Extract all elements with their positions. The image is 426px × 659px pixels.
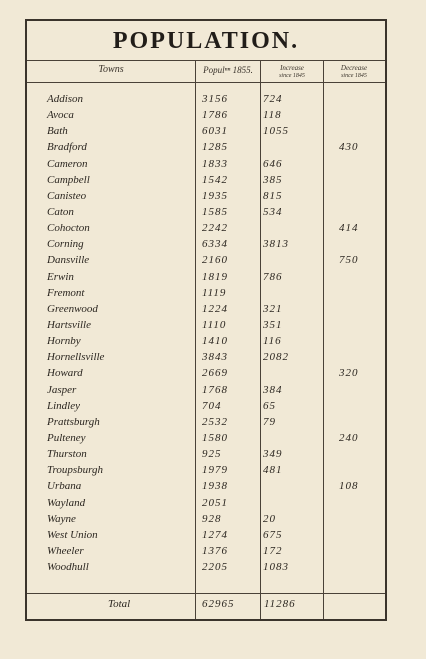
table-row bbox=[27, 365, 385, 381]
town-name: Bath bbox=[47, 125, 68, 138]
decrease-value bbox=[339, 107, 379, 123]
town-name: Wheeler bbox=[47, 544, 84, 557]
town-name: Avoca bbox=[47, 109, 74, 122]
increase-value: 646 bbox=[263, 157, 283, 170]
decrease-value bbox=[339, 156, 379, 172]
increase-value bbox=[263, 365, 313, 381]
decrease-value bbox=[339, 511, 379, 527]
increase-value: 116 bbox=[263, 335, 282, 348]
table-row bbox=[27, 349, 385, 365]
table-row bbox=[27, 107, 385, 123]
table-row bbox=[27, 220, 385, 236]
population-value: 1119 bbox=[202, 286, 227, 299]
town-name: Caton bbox=[47, 205, 74, 218]
town-name: Thurston bbox=[47, 448, 87, 461]
table-row bbox=[27, 430, 385, 446]
decrease-value: 320 bbox=[339, 367, 359, 380]
decrease-value bbox=[339, 462, 379, 478]
population-value: 2160 bbox=[202, 254, 228, 267]
increase-value: 1055 bbox=[263, 125, 289, 138]
town-name: Wayland bbox=[47, 496, 86, 509]
table-row bbox=[27, 139, 385, 155]
town-name: Hornby bbox=[47, 335, 81, 348]
page-title: POPULATION. bbox=[112, 27, 300, 54]
town-name: Cohocton bbox=[47, 222, 90, 235]
population-value: 2532 bbox=[202, 415, 228, 428]
population-value: 1833 bbox=[202, 157, 228, 170]
table-row bbox=[27, 236, 385, 252]
decrease-value: 108 bbox=[339, 480, 359, 493]
header-rule bbox=[27, 82, 385, 83]
increase-value: 675 bbox=[263, 528, 283, 541]
town-name: Hornellsville bbox=[47, 351, 105, 364]
table-row bbox=[27, 495, 385, 511]
increase-value: 1083 bbox=[263, 561, 289, 574]
population-value: 2669 bbox=[202, 367, 228, 380]
town-name: West Union bbox=[47, 528, 98, 541]
town-name: Troupsburgh bbox=[47, 464, 104, 477]
decrease-value bbox=[339, 333, 379, 349]
increase-value: 172 bbox=[263, 544, 283, 557]
increase-value bbox=[263, 220, 313, 236]
decrease-value bbox=[339, 317, 379, 333]
town-name: Bradford bbox=[47, 141, 87, 154]
decrease-value bbox=[339, 349, 379, 365]
table-row bbox=[27, 204, 385, 220]
total-increase: 11286 bbox=[264, 598, 296, 610]
population-value: 6031 bbox=[202, 125, 228, 138]
population-value: 1938 bbox=[202, 480, 228, 493]
population-value: 1786 bbox=[202, 109, 228, 122]
table-row bbox=[27, 285, 385, 301]
population-value: 1542 bbox=[202, 173, 228, 186]
increase-value bbox=[263, 495, 313, 511]
increase-value: 65 bbox=[263, 399, 276, 412]
table-row bbox=[27, 462, 385, 478]
town-name: Canisteo bbox=[47, 189, 87, 202]
decrease-value bbox=[339, 204, 379, 220]
population-value: 1979 bbox=[202, 464, 228, 477]
table-body bbox=[27, 91, 385, 575]
population-value: 2242 bbox=[202, 222, 228, 235]
town-name: Dansville bbox=[47, 254, 90, 267]
decrease-value: 240 bbox=[339, 431, 359, 444]
population-value: 1110 bbox=[202, 318, 227, 331]
increase-value: 385 bbox=[263, 173, 283, 186]
town-name: Wayne bbox=[47, 512, 76, 525]
decrease-value: 414 bbox=[339, 222, 359, 235]
decrease-value bbox=[339, 495, 379, 511]
increase-value: 20 bbox=[263, 512, 276, 525]
increase-value: 3813 bbox=[263, 238, 289, 251]
header-increase bbox=[261, 63, 323, 81]
town-name: Fremont bbox=[47, 286, 85, 299]
population-value: 2205 bbox=[202, 561, 228, 574]
population-value: 1580 bbox=[202, 431, 228, 444]
header-towns: Towns bbox=[98, 64, 124, 75]
table-row bbox=[27, 252, 385, 268]
increase-value: 321 bbox=[263, 302, 283, 315]
header-decrease bbox=[324, 63, 384, 81]
decrease-value bbox=[339, 414, 379, 430]
table-row bbox=[27, 478, 385, 494]
population-value: 1376 bbox=[202, 544, 228, 557]
increase-value: 815 bbox=[263, 189, 283, 202]
population-value: 1819 bbox=[202, 270, 228, 283]
total-population: 62965 bbox=[202, 598, 235, 610]
decrease-value bbox=[339, 398, 379, 414]
population-value: 1585 bbox=[202, 205, 228, 218]
increase-value: 481 bbox=[263, 464, 283, 477]
town-name: Howard bbox=[47, 367, 83, 380]
decrease-value: 430 bbox=[339, 141, 359, 154]
table-row bbox=[27, 188, 385, 204]
increase-value: 349 bbox=[263, 448, 283, 461]
population-value: 928 bbox=[202, 512, 222, 525]
town-name: Campbell bbox=[47, 173, 90, 186]
increase-value: 118 bbox=[263, 109, 282, 122]
population-value: 6334 bbox=[202, 238, 228, 251]
table-row bbox=[27, 333, 385, 349]
increase-value bbox=[263, 252, 313, 268]
table-row bbox=[27, 527, 385, 543]
decrease-value bbox=[339, 188, 379, 204]
total-label: Total bbox=[108, 598, 131, 610]
decrease-value bbox=[339, 91, 379, 107]
total-rule bbox=[27, 593, 385, 594]
decrease-value bbox=[339, 446, 379, 462]
town-name: Prattsburgh bbox=[47, 415, 100, 428]
population-value: 3156 bbox=[202, 93, 228, 105]
decrease-value bbox=[339, 559, 379, 575]
increase-value bbox=[263, 478, 313, 494]
population-value: 925 bbox=[202, 448, 222, 461]
town-name: Addison bbox=[47, 93, 84, 105]
population-value: 1274 bbox=[202, 528, 228, 541]
header-population: Populⁿⁿ 1855. bbox=[203, 65, 253, 75]
table-row bbox=[27, 123, 385, 139]
table-row bbox=[27, 398, 385, 414]
town-name: Erwin bbox=[47, 270, 74, 283]
increase-value: 351 bbox=[263, 318, 283, 331]
town-name: Jasper bbox=[47, 383, 77, 396]
population-value: 1768 bbox=[202, 383, 228, 396]
population-value: 1935 bbox=[202, 189, 228, 202]
decrease-value bbox=[339, 285, 379, 301]
table-row bbox=[27, 317, 385, 333]
header-decrease-sub: since 1845 bbox=[341, 73, 367, 79]
table-row bbox=[27, 172, 385, 188]
decrease-value bbox=[339, 543, 379, 559]
decrease-value bbox=[339, 172, 379, 188]
town-name: Hartsville bbox=[47, 318, 91, 331]
town-name: Greenwood bbox=[47, 302, 98, 315]
title-rule bbox=[27, 60, 385, 61]
town-name: Pulteney bbox=[47, 431, 86, 444]
town-name: Corning bbox=[47, 238, 84, 251]
header-increase-label: Increase bbox=[280, 64, 304, 72]
table-row bbox=[27, 446, 385, 462]
increase-value: 2082 bbox=[263, 351, 289, 364]
decrease-value bbox=[339, 123, 379, 139]
increase-value: 384 bbox=[263, 383, 283, 396]
table-row bbox=[27, 269, 385, 285]
decrease-value bbox=[339, 527, 379, 543]
increase-value bbox=[263, 139, 313, 155]
table-row bbox=[27, 156, 385, 172]
table-row bbox=[27, 301, 385, 317]
header-decrease-label: Decrease bbox=[340, 64, 368, 72]
table-row bbox=[27, 543, 385, 559]
town-name: Lindley bbox=[47, 399, 80, 412]
increase-value bbox=[263, 285, 313, 301]
increase-value: 786 bbox=[263, 270, 283, 283]
decrease-value bbox=[339, 382, 379, 398]
population-value: 2051 bbox=[202, 496, 228, 509]
table-row bbox=[27, 414, 385, 430]
increase-value bbox=[263, 430, 313, 446]
town-name: Urbana bbox=[47, 480, 82, 493]
decrease-value bbox=[339, 301, 379, 317]
table-row bbox=[27, 91, 385, 107]
town-name: Cameron bbox=[47, 157, 88, 170]
population-value: 3843 bbox=[202, 351, 228, 364]
population-value: 1410 bbox=[202, 335, 228, 348]
population-value: 704 bbox=[202, 399, 222, 412]
population-value: 1285 bbox=[202, 141, 228, 154]
header-increase-sub: since 1845 bbox=[279, 73, 305, 79]
town-name: Woodhull bbox=[47, 561, 89, 574]
decrease-value bbox=[339, 269, 379, 285]
increase-value: 534 bbox=[263, 205, 283, 218]
increase-value: 79 bbox=[263, 415, 276, 428]
population-value: 1224 bbox=[202, 302, 228, 315]
decrease-value bbox=[339, 236, 379, 252]
decrease-value: 750 bbox=[339, 254, 359, 267]
table-row bbox=[27, 559, 385, 575]
table-row bbox=[27, 511, 385, 527]
table-row bbox=[27, 382, 385, 398]
increase-value: 724 bbox=[263, 93, 283, 105]
